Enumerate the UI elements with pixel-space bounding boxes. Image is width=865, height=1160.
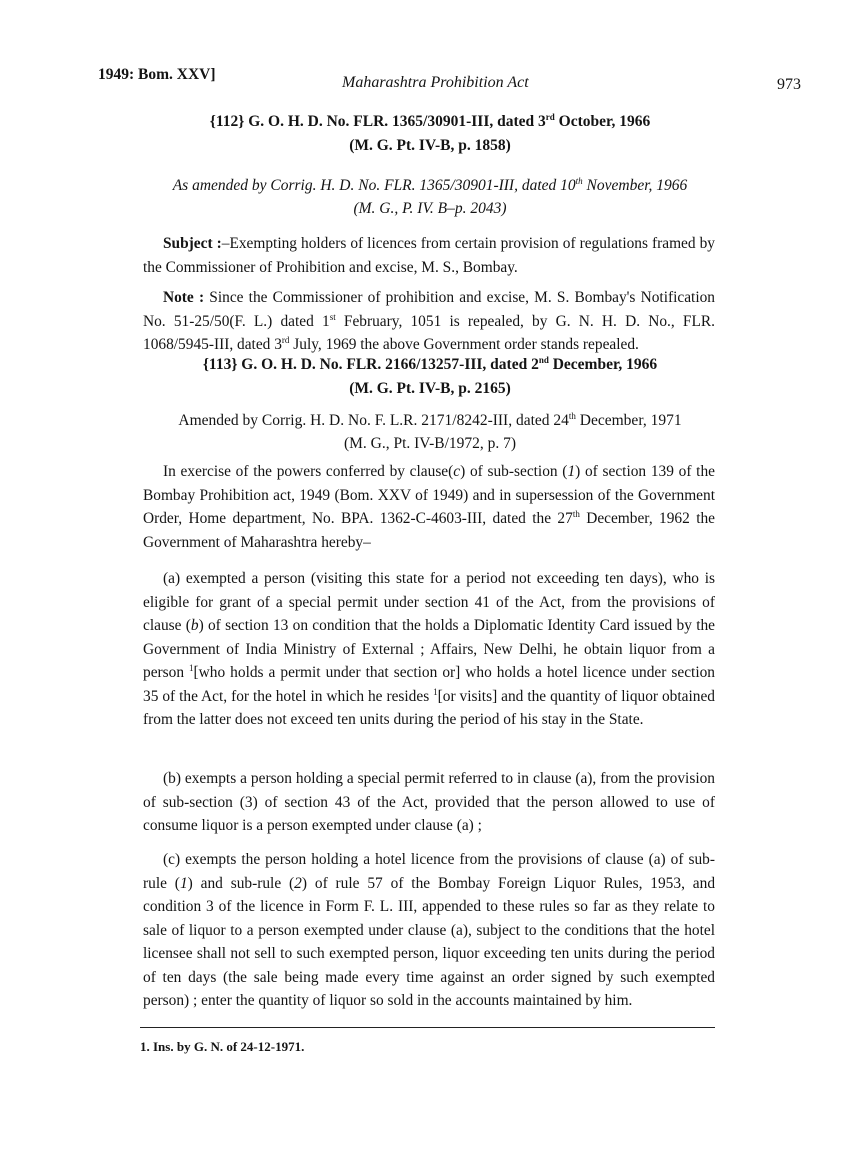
order-113-gazette-ref: (M. G. Pt. IV-B, p. 2165) [349,380,511,397]
order-112-heading: {112} G. O. H. D. No. FLR. 1365/30901-III, dated 3rd October, 1966 [209,112,651,130]
clause-c-paragraph: (c) exempts the person holding a hotel licence from the provisions of clause (a) of sub-rule (1) and sub-rule (2) of rule 57 of the Bombay Foreign Liquor Rules, 1953, and condition 3 of the licence in Form F. L. III, appended to these rules so far as they relate to sale of liquor to a person exempted under clause (a), subject to the conditions that the hotel licensee shall not sell to such exempted person, liquor exceeding ten units during the period of ten days (the sale being made every time against an order signed by such exempted person) ; enter the quantity of liquor so sold in the accounts maintained by him. [143,851,716,1009]
order-112-amendment: As amended by Corrig. H. D. No. FLR. 1365/30901-III, dated 10th November, 1966 [172,176,688,194]
order-113-amendment: Amended by Corrig. H. D. No. F. L.R. 2171/8242-III, dated 24th December, 1971 [178,411,682,429]
order-113-heading: {113} G. O. H. D. No. FLR. 2166/13257-III, dated 2nd December, 1966 [202,355,658,373]
order-113-intro-paragraph: In exercise of the powers conferred by clause(c) of sub-section (1) of section 139 of the Bombay Prohibition act, 1949 (Bom. XXV of 1949) and in supersession of the Government Order, Home department, No. BPA. 1362-C-4603-III, dated the 27th December, 1962 the Government of Maharashtra hereby– [143,463,716,551]
order-113-amendment-ref: (M. G., Pt. IV-B/1972, p. 7) [343,435,517,452]
order-112-amendment-ref: (M. G., P. IV. B–p. 2043) [353,200,507,217]
footnote-divider [140,1027,715,1028]
page-number: 973 [777,76,801,93]
order-112-subject: Subject :–Exempting holders of licences from certain provision of regulations framed by the Commissioner of Prohibition and excise, M. S., Bombay. [143,235,715,276]
running-header-act-ref: 1949: Bom. XXV] [98,66,216,83]
clause-a-paragraph: (a) exempted a person (visiting this state for a period not exceeding ten days), who is eligible for grant of a special permit under section 41 of the Act, from the provisions of clause (b) of section 13 on condition that the holds a Diplomatic Identity Card issued by the Government of India Ministry of External ; Affairs, New Delhi, he obtain liquor from a person $^1$[who holds a permit under that section or] who holds a hotel licence under section 35 of the Act, for the hotel in which he resides $^1$[or visits] and the quantity of liquor obtained from the latter does not exceed ten units during the period of his stay in the State. [143,570,716,728]
footnote: 1. Ins. by G. N. of 24-12-1971. [140,1039,305,1054]
clause-b-paragraph: (b) exempts a person holding a special permit referred to in clause (a), from the provision of sub-section (3) of section 43 of the Act, provided that the person allowed to use of consume liquor is a person exempted under clause (a) ; [143,770,715,834]
order-112-note: Note : Since the Commissioner of prohibition and excise, M. S. Bombay's Notification No. 51-25/50(F. L.) dated 1st February, 1051 is repealed, by G. N. H. D. No., FLR. 1068/5945-III, dated 3rd July, 1969 the above Government order stands repealed. [143,289,715,353]
order-112-gazette-ref: (M. G. Pt. IV-B, p. 1858) [349,137,511,154]
running-header-title: Maharashtra Prohibition Act [342,74,529,91]
